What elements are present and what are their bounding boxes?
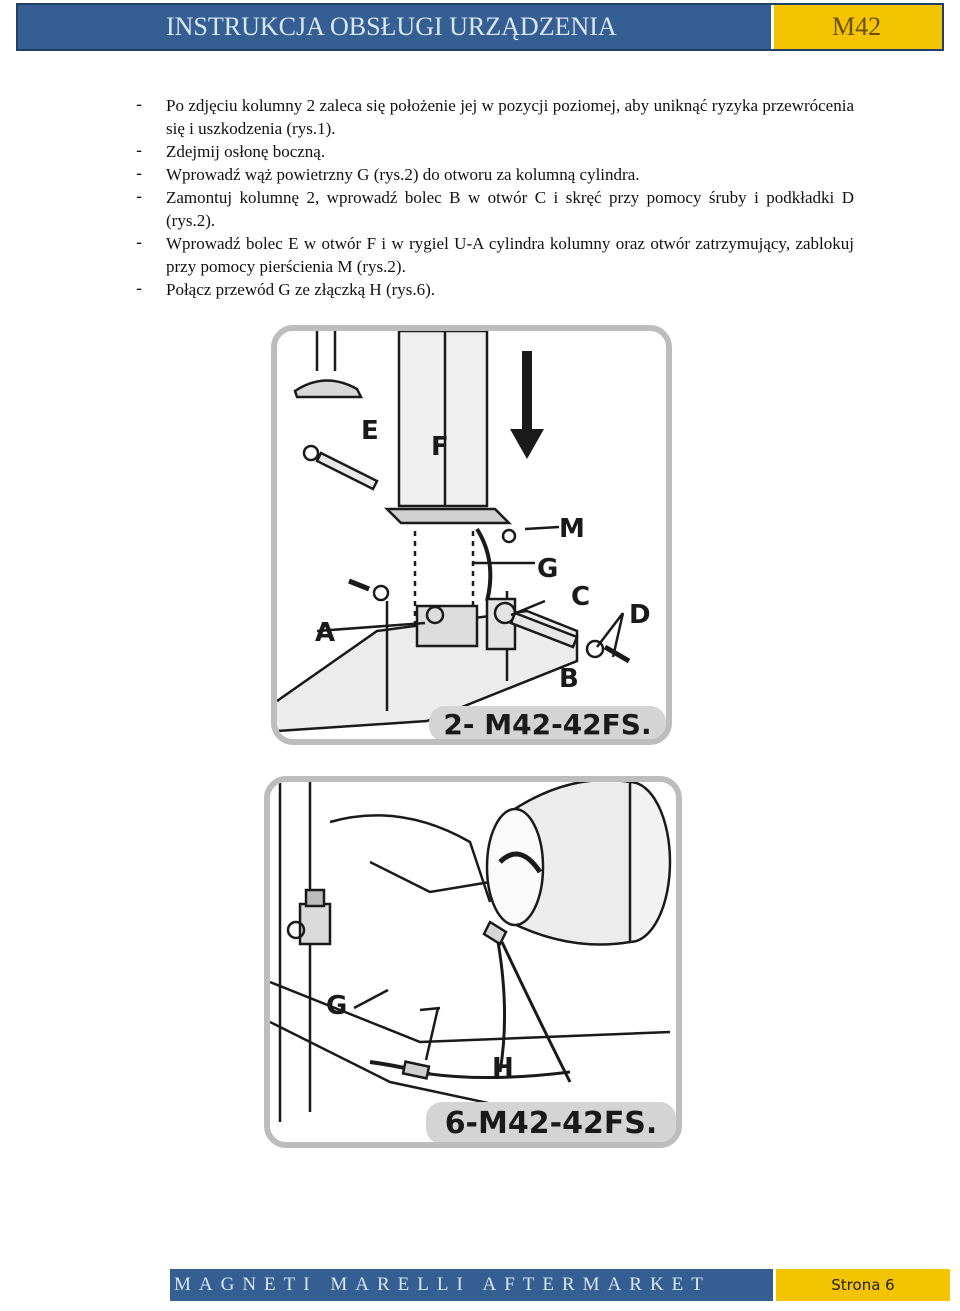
instruction-list — [136, 94, 854, 301]
figure-hose-connection — [264, 776, 682, 1148]
instruction-step: - Po zdjęciu kolumny 2 zaleca się położenie jej w pozycji poziomej, aby uniknąć ryzyka przewrócenia się i uszkodzenia (rys.1). — [136, 94, 854, 140]
label-c: C — [571, 582, 591, 612]
instruction-step: - Zamontuj kolumnę 2, wprowadź bolec B w otwór C i skręć przy pomocy śruby i podkładki D (rys.2). — [136, 186, 854, 232]
column-mounting-drawing — [277, 331, 666, 739]
label-d: D — [629, 600, 651, 630]
label-g: G — [537, 554, 559, 584]
label-f: F — [431, 432, 449, 462]
page-header — [16, 3, 944, 51]
label-m: M — [559, 514, 585, 544]
page-footer — [170, 1269, 950, 1301]
label-b: B — [559, 664, 579, 694]
label-h: H — [492, 1053, 514, 1083]
manual-title: INSTRUKCJA OBSŁUGI URZĄDZENIA — [18, 5, 774, 49]
instruction-step: - Połącz przewód G ze złączką H (rys.6). — [136, 278, 854, 301]
instruction-step: - Zdejmij osłonę boczną. — [136, 140, 854, 163]
figure-caption: 2- M42-42FS. — [429, 706, 666, 742]
figure-caption: 6-M42-42FS. — [426, 1102, 676, 1144]
page-number: Strona 6 — [776, 1269, 950, 1301]
instruction-step: - Wprowadź wąż powietrzny G (rys.2) do otworu za kolumną cylindra. — [136, 163, 854, 186]
instruction-step: - Wprowadź bolec E w otwór F i w rygiel U-A cylindra kolumny oraz otwór zatrzymujący, zablokuj przy pomocy pierścienia M (rys.2). — [136, 232, 854, 278]
label-e: E — [361, 416, 379, 446]
hose-connection-drawing — [270, 782, 676, 1142]
figure-column-mounting — [271, 325, 672, 745]
model-name: M42 — [774, 5, 942, 49]
label-g: G — [326, 991, 348, 1021]
label-a: A — [315, 618, 336, 648]
footer-brand: MAGNETI MARELLI AFTERMARKET — [170, 1269, 776, 1301]
